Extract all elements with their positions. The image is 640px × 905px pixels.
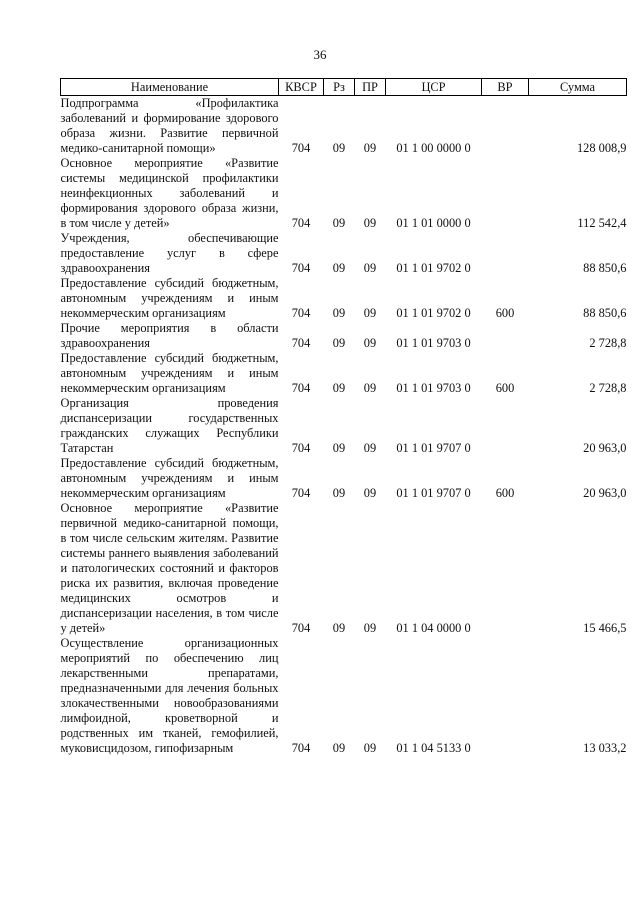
- row-csr: 01 1 01 9703 0: [396, 381, 471, 395]
- row-rz: 09: [332, 486, 346, 500]
- row-vr: [482, 636, 529, 756]
- row-vr: [482, 156, 529, 231]
- row-csr: 01 1 01 9702 0: [396, 261, 471, 275]
- row-sum: 15 466,5: [583, 621, 627, 635]
- header-pr: ПР: [355, 79, 386, 96]
- table-row: [61, 501, 627, 636]
- header-csr: ЦСР: [386, 79, 482, 96]
- row-pr: 09: [363, 441, 377, 455]
- table-row: [61, 636, 627, 756]
- row-vr: [482, 96, 529, 157]
- header-kvsr: КВСР: [279, 79, 324, 96]
- row-rz: 09: [332, 621, 346, 635]
- row-sum: 88 850,6: [583, 261, 627, 275]
- row-csr: 01 1 04 5133 0: [396, 741, 471, 755]
- row-vr: 600: [495, 306, 515, 320]
- row-kvsr: 704: [291, 486, 311, 500]
- row-sum: 112 542,4: [577, 216, 627, 230]
- row-kvsr: 704: [291, 621, 311, 635]
- header-rz: Рз: [324, 79, 355, 96]
- row-rz: 09: [332, 261, 346, 275]
- row-name: Организация проведения диспансеризации государственных гражданских служащих Республики Татарстан: [60, 396, 279, 455]
- row-sum: 20 963,0: [583, 486, 627, 500]
- table-row: [61, 96, 627, 157]
- row-sum: 2 728,8: [589, 336, 627, 350]
- row-kvsr: 704: [291, 216, 311, 230]
- row-sum: 2 728,8: [589, 381, 627, 395]
- row-pr: 09: [363, 261, 377, 275]
- header-name: Наименование: [61, 79, 279, 96]
- row-sum: 128 008,9: [576, 141, 627, 155]
- row-pr: 09: [363, 336, 377, 350]
- row-rz: 09: [332, 141, 346, 155]
- row-name: Основное мероприятие «Развитие первичной медико-санитарной помощи, в том числе сельским жителям. Развитие системы раннего выявления заболеваний и патологических состояний и факторов риска их развития, включая проведение медицинских осмотров и диспансеризации населения, в том числе у детей»: [60, 501, 279, 635]
- table-row: [61, 321, 627, 351]
- row-vr: 600: [495, 486, 515, 500]
- row-kvsr: 704: [291, 306, 311, 320]
- row-sum: 88 850,6: [583, 306, 627, 320]
- row-rz: 09: [332, 741, 346, 755]
- row-kvsr: 704: [291, 261, 311, 275]
- row-sum: 20 963,0: [583, 441, 627, 455]
- row-kvsr: 704: [291, 381, 311, 395]
- row-pr: 09: [363, 381, 377, 395]
- row-name: Предоставление субсидий бюджетным, автономным учреждениям и иным некоммерческим организациям: [60, 351, 279, 395]
- row-sum: 13 033,2: [583, 741, 627, 755]
- row-name: Предоставление субсидий бюджетным, автономным учреждениям и иным некоммерческим организациям: [60, 456, 279, 500]
- row-name: Основное мероприятие «Развитие системы медицинской профилактики неинфекционных заболеваний и формирования здорового образа жизни, в том числе у детей»: [60, 156, 279, 230]
- row-name: Осуществление организационных мероприятий по обеспечению лиц лекарственными препаратами, предназначенными для лечения больных злокачественными новообразованиями лимфоидной, кроветворной и родственных им тканей, гемофилией, муковисцидозом, гипофизарным: [60, 636, 279, 755]
- table-row: [61, 231, 627, 276]
- table-row: [61, 156, 627, 231]
- row-pr: 09: [363, 141, 377, 155]
- row-csr: 01 1 01 9703 0: [396, 336, 471, 350]
- table-row: [61, 351, 627, 396]
- row-pr: 09: [363, 621, 377, 635]
- row-csr: 01 1 04 0000 0: [396, 621, 471, 635]
- row-pr: 09: [363, 306, 377, 320]
- row-vr: [482, 231, 529, 276]
- row-kvsr: 704: [291, 441, 311, 455]
- row-kvsr: 704: [291, 141, 311, 155]
- table-body: [61, 96, 627, 757]
- row-rz: 09: [332, 306, 346, 320]
- row-csr: 01 1 01 0000 0: [396, 216, 471, 230]
- table-row: [61, 276, 627, 321]
- row-csr: 01 1 01 9707 0: [396, 441, 471, 455]
- row-vr: [482, 501, 529, 636]
- row-kvsr: 704: [291, 336, 311, 350]
- row-name: Предоставление субсидий бюджетным, автономным учреждениям и иным некоммерческим организациям: [60, 276, 279, 320]
- row-rz: 09: [332, 216, 346, 230]
- table-row: [61, 456, 627, 501]
- row-vr: 600: [495, 381, 515, 395]
- row-name: Учреждения, обеспечивающие предоставление услуг в сфере здравоохранения: [60, 231, 279, 275]
- row-csr: 01 1 01 9702 0: [396, 306, 471, 320]
- row-kvsr: 704: [291, 741, 311, 755]
- table-header-row: [61, 79, 627, 96]
- row-rz: 09: [332, 381, 346, 395]
- row-pr: 09: [363, 216, 377, 230]
- row-vr: [482, 321, 529, 351]
- row-name: Прочие мероприятия в области здравоохранения: [60, 321, 279, 350]
- header-vr: ВР: [482, 79, 529, 96]
- table-row: [61, 396, 627, 456]
- row-vr: [482, 396, 529, 456]
- header-sum: Сумма: [529, 79, 627, 96]
- page-number: 36: [313, 47, 327, 62]
- row-csr: 01 1 01 9707 0: [396, 486, 471, 500]
- row-csr: 01 1 00 0000 0: [396, 141, 471, 155]
- row-rz: 09: [332, 336, 346, 350]
- row-pr: 09: [363, 486, 377, 500]
- row-pr: 09: [363, 741, 377, 755]
- row-name: Подпрограмма «Профилактика заболеваний и формирование здорового образа жизни. Развитие первичной медико-санитарной помощи»: [60, 96, 279, 155]
- row-rz: 09: [332, 441, 346, 455]
- budget-table: [60, 78, 627, 756]
